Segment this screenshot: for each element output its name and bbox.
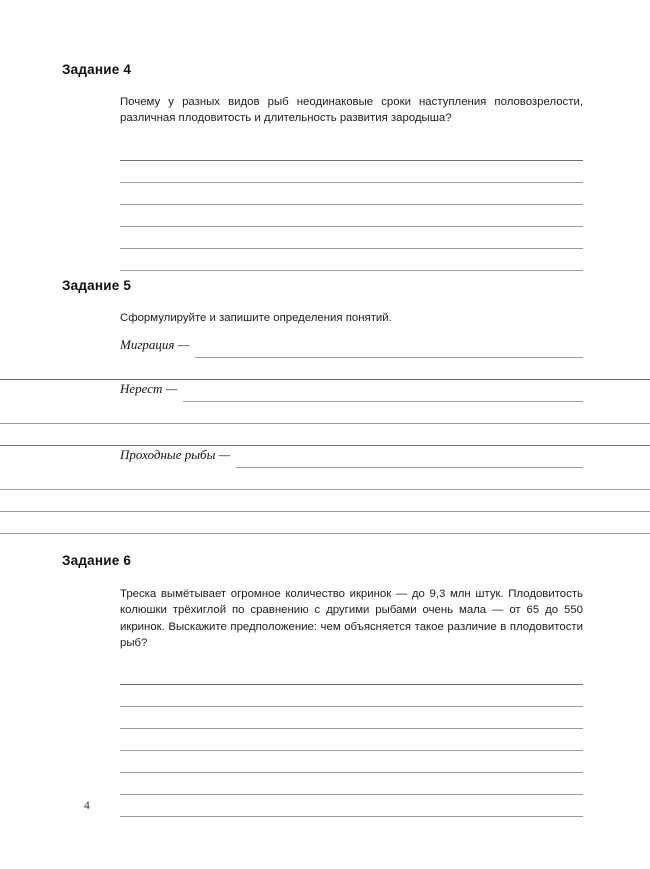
answer-line[interactable] <box>0 402 650 424</box>
definition-term: Нерест — <box>120 381 178 397</box>
page-number: 4 <box>84 800 90 812</box>
answer-line[interactable] <box>120 685 583 707</box>
task-4-heading: Задание 4 <box>62 62 132 77</box>
definition-continuation-lines[interactable] <box>0 358 650 380</box>
task-6-prompt: Треска вымётывает огромное количество икринок — до 9,3 млн штук. Плодовитость колюшки трёхиглой по сравнению с другими рыбами очень мала — от 65 до 550 икринок. Выскажите предположение: чем объясняется такое различие в плодовитости рыб? <box>120 588 583 649</box>
definition-continuation-lines[interactable] <box>0 402 650 446</box>
task-5 <box>0 278 650 534</box>
task-5-definitions <box>0 336 650 534</box>
answer-line[interactable] <box>120 707 583 729</box>
answer-line[interactable] <box>0 358 650 380</box>
definition-answer-line[interactable] <box>236 446 583 468</box>
answer-line[interactable] <box>120 795 583 817</box>
answer-line[interactable] <box>0 424 650 446</box>
definition-continuation-lines[interactable] <box>0 468 650 534</box>
task-5-prompt: Сформулируйте и запишите определения понятий. <box>120 312 392 325</box>
task-4-prompt: Почему у разных видов рыб неодинаковые сроки наступления половозрелости, различная плодовитость и длительность развития зародыша? <box>120 96 583 125</box>
definition-row <box>120 446 583 468</box>
definition-answer-line[interactable] <box>195 336 583 358</box>
task-6-heading: Задание 6 <box>62 553 132 568</box>
task-5-heading: Задание 5 <box>62 278 132 293</box>
answer-line[interactable] <box>120 205 583 227</box>
answer-line[interactable] <box>0 512 650 534</box>
answer-line[interactable] <box>120 161 583 183</box>
answer-line[interactable] <box>120 249 583 271</box>
definition-row <box>120 336 583 358</box>
task-6-answer-lines[interactable] <box>120 663 583 817</box>
definition-row <box>120 380 583 402</box>
answer-line[interactable] <box>120 773 583 795</box>
answer-line[interactable] <box>120 139 583 161</box>
task-4-answer-lines[interactable] <box>120 139 583 271</box>
answer-line[interactable] <box>120 751 583 773</box>
answer-line[interactable] <box>120 183 583 205</box>
definition-term: Миграция — <box>120 337 190 353</box>
definition-term: Проходные рыбы — <box>120 447 231 463</box>
answer-line[interactable] <box>120 729 583 751</box>
answer-line[interactable] <box>120 227 583 249</box>
task-6 <box>0 553 650 817</box>
answer-line[interactable] <box>0 468 650 490</box>
answer-line[interactable] <box>0 490 650 512</box>
definition-answer-line[interactable] <box>183 380 583 402</box>
answer-line[interactable] <box>120 663 583 685</box>
task-4 <box>0 62 650 271</box>
